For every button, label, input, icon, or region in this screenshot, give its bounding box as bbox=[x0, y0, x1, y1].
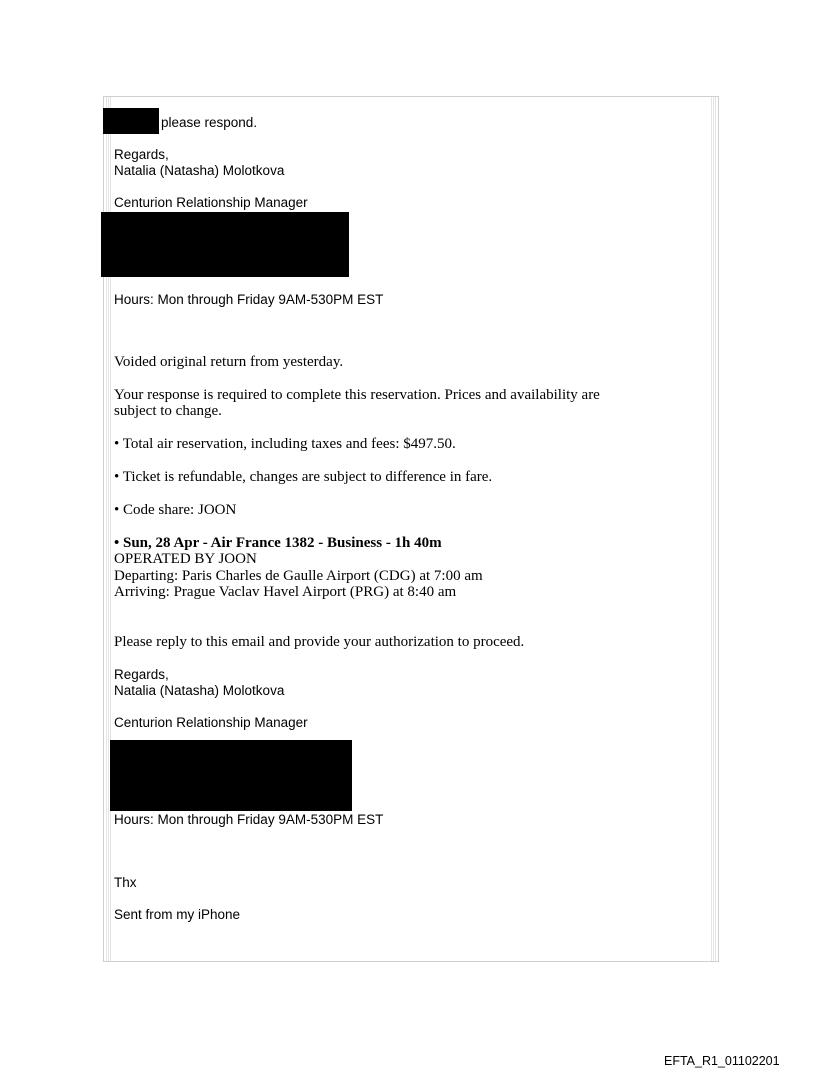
regards-text: Regards, bbox=[114, 667, 169, 682]
hours-text: Hours: Mon through Friday 9AM-530PM EST bbox=[114, 812, 384, 827]
redaction-block bbox=[101, 212, 349, 277]
document-id: EFTA_R1_01102201 bbox=[664, 1054, 780, 1068]
arriving-info: Arriving: Prague Vaclav Havel Airport (PRG) at 8:40 am bbox=[114, 584, 457, 600]
regards-text: Regards, bbox=[114, 147, 169, 162]
hours-text: Hours: Mon through Friday 9AM-530PM EST bbox=[114, 292, 384, 307]
sender-title: Centurion Relationship Manager bbox=[114, 715, 308, 730]
quote-bar-right bbox=[711, 97, 717, 961]
reply-request: Please reply to this email and provide your authorization to proceed. bbox=[114, 634, 525, 650]
operated-by: OPERATED BY JOON bbox=[114, 551, 257, 567]
response-required-line: subject to change. bbox=[114, 403, 222, 419]
reply-signature: Sent from my iPhone bbox=[114, 907, 241, 922]
bullet-total: • Total air reservation, including taxes and fees: $497.50. bbox=[114, 436, 456, 452]
sender-title: Centurion Relationship Manager bbox=[114, 195, 308, 210]
voided-text: Voided original return from yesterday. bbox=[114, 354, 344, 370]
redaction-block bbox=[110, 740, 352, 811]
bullet-codeshare: • Code share: JOON bbox=[114, 502, 237, 518]
departing-info: Departing: Paris Charles de Gaulle Airport (CDG) at 7:00 am bbox=[114, 568, 483, 584]
response-required-line: Your response is required to complete this reservation. Prices and availability are bbox=[114, 387, 600, 403]
reply-thx: Thx bbox=[114, 875, 137, 890]
respond-line: please respond. bbox=[161, 115, 258, 130]
sender-name: Natalia (Natasha) Molotkova bbox=[114, 683, 285, 698]
redaction-block bbox=[103, 108, 159, 134]
sender-name: Natalia (Natasha) Molotkova bbox=[114, 163, 285, 178]
flight-header: • Sun, 28 Apr - Air France 1382 - Business - 1h 40m bbox=[114, 535, 442, 551]
bullet-refundable: • Ticket is refundable, changes are subject to difference in fare. bbox=[114, 469, 493, 485]
